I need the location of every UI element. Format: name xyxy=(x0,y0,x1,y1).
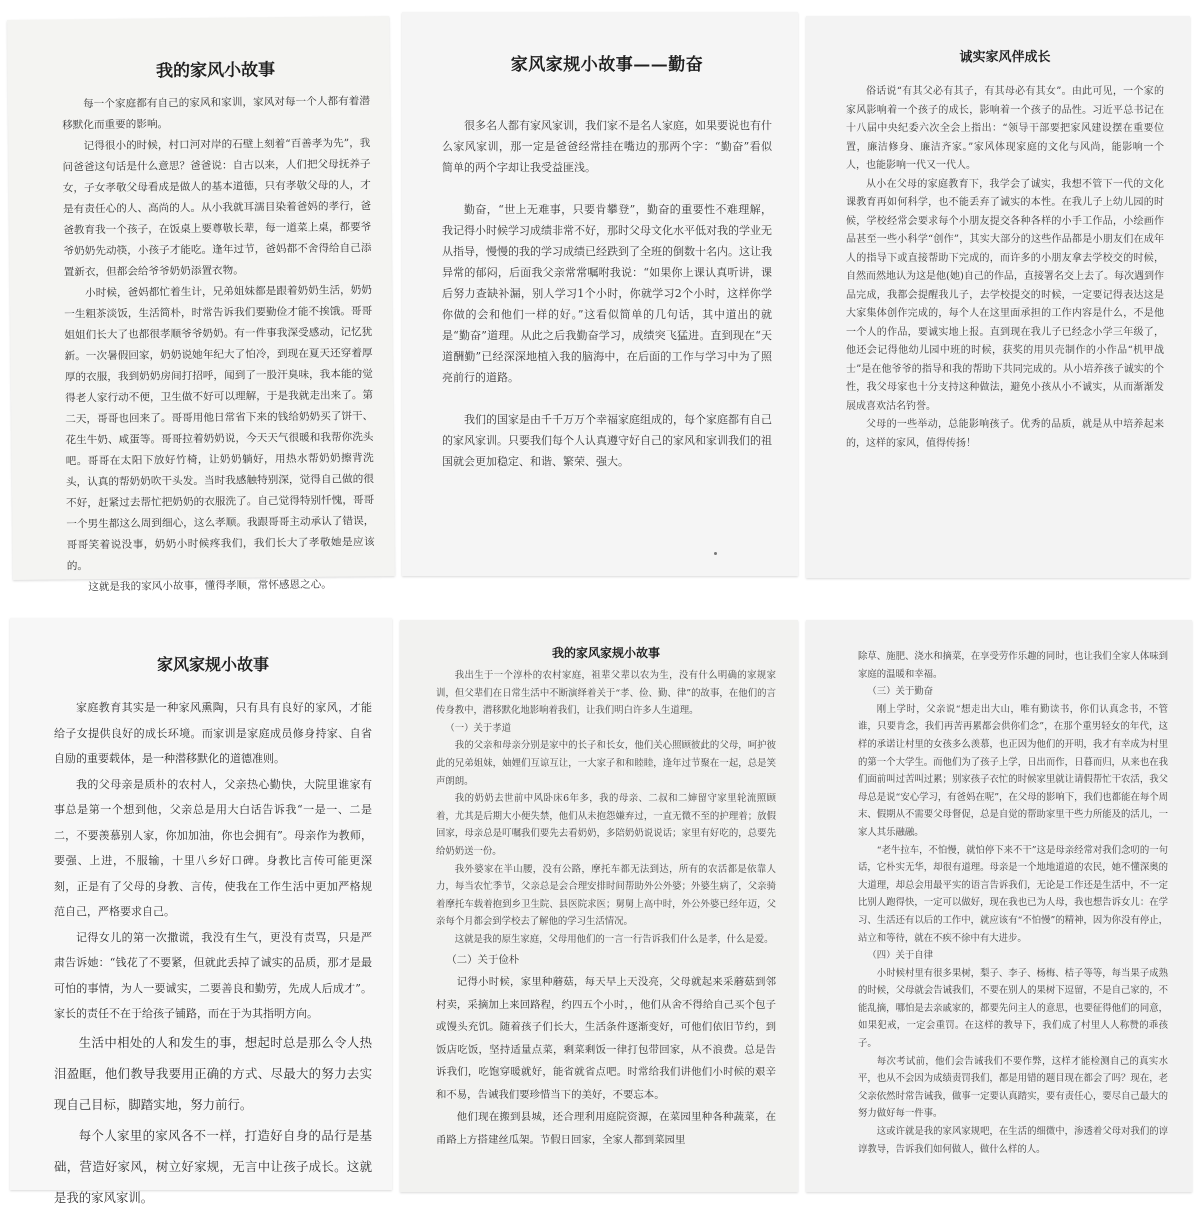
paragraph: 每一个家庭都有自己的家风和家训，家风对每一个人都有着潜移默化而重要的影响。 xyxy=(62,95,371,132)
page-body xyxy=(442,115,772,472)
page-body xyxy=(858,648,1168,1158)
page-body xyxy=(436,667,776,1151)
paragraph: 记得女儿的第一次撒谎，我没有生气，更没有责骂，只是严肃告诉她：“钱花了不要紧，但就此丢掉了诚实的品质，那才是最可怕的事情，为人一要诚实，二要善良和勤劳，先成人后成才”。家长的责任不在于给孩子铺路，而在于为其指明方向。 xyxy=(54,930,372,1020)
paragraph: 我外婆家在半山腰，没有公路，摩托车都无法到达，所有的农活都是依靠人力，每当农忙季节，父亲总是会合理安排时间帮助外公外婆；外婆生病了，父亲骑着摩托车载着抱到乡卫生院、县医院求医；舅舅上高中时，外公外婆已经年迈，父亲每个月都会到学校去了解他的学习生活情况。 xyxy=(436,863,776,928)
section-heading: （三）关于勤奋 xyxy=(867,686,934,698)
section-heading: （二）关于俭朴 xyxy=(446,953,520,966)
section-heading: （一）关于孝道 xyxy=(445,722,512,734)
paragraph: 记得小时候，家里种蘑菇，每天早上天没亮，父母就起来采蘑菇到邻村卖，采摘加上来回路程，约四五个小时，，他们从舍不得给自己买个包子或馒头充饥。随着孩子们长大，生活条件逐渐变好，可他们依旧节约，到饭店吃饭，坚持适量点菜，剩菜剩饭一律打包带回家，从不浪费。总是告诉我们，吃饱穿暖就好，能省就省点吧。时常给我们讲他们小时候的艰辛和不易，告诫我们要珍惜当下的美好，不要忘本。 xyxy=(436,976,776,1101)
paragraph: 这就是我的原生家庭，父母用他们的一言一行告诉我们什么是孝，什么是爱。 xyxy=(454,933,774,945)
paragraph: 生活中相处的人和发生的事，想起时总是那么令人热泪盈眶，他们教导我要用正确的方式、尽最大的努力去实现自己目标，脚踏实地，努力前行。 xyxy=(54,1034,372,1112)
document-page-1 xyxy=(7,16,395,594)
paragraph: 我的奶奶去世前中风卧床6年多，我的母亲、二叔和二婶留守家里轮流照顾着，尤其是后期大小便失禁，他们从未抱怨嫌弃过，一直无微不至的护理着；放假回家，母亲总是叮嘱我们要先去看奶奶，多陪奶奶说说话；家里有好吃的，总要先给奶奶送一份。 xyxy=(436,793,776,857)
paragraph: 我的父亲和母亲分别是家中的长子和长女，他们关心照顾彼此的父母，呵护彼此的兄弟姐妹，妯娌们互谅互让，一大家子和和睦睦，逢年过节聚在一起，总是笑声朗朗。 xyxy=(436,740,776,787)
page-title: 我的家风小故事 xyxy=(156,60,276,82)
paragraph: 从小在父母的家庭教育下，我学会了诚实，我想不管下一代的文化课教育再如何科学，也不能丢弃了诚实的本性。在我儿子上幼儿园的时候，学校经常会要求每个小朋友提交各种各样的小手工作品，小绘画作品甚至一些小科学“创作”，其实大部分的这些作品都是小朋友们在成年人的指导下或直接帮助下完成的，而许多的小朋友拿去学校交的时候，自然而然地认为这是他(她)自己的作品，直接署名交上去了。每次遇到作品完成，我都会提醒我儿子，去学校提交的时候，一定要记得表达这是大家集体创作完成的，每个人在这里面承担的工作内容是什么，不是他一个人的作品，要诚实地上报。直到现在我儿子已经念小学三年级了，他还会记得他幼儿园中班的时候，获奖的用贝壳制作的小作品“机甲战士”是在他爷爷的指导和我的帮助下共同完成的。从小培养孩子诚实的个性，我父母家也十分支持这种做法，避免小孩从小不诚实，从而渐渐发展成喜欢沽名钓誉。 xyxy=(846,178,1164,412)
paragraph: 我们的国家是由千千万万个幸福家庭组成的，每个家庭都有自己的家风家训。只要我们每个人认真遵守好自己的家风和家训我们的祖国就会更加稳定、和谐、繁荣、强大。 xyxy=(442,413,772,468)
paragraph: 家庭教育其实是一种家风熏陶，只有具有良好的家风，才能给子女提供良好的成长环境。而家训是家庭成员修身持家、自省自励的重要载体，是一种潜移默化的道德准则。 xyxy=(54,701,372,765)
page-title: 诚实家风伴成长 xyxy=(959,50,1051,65)
page-title: 我的家风家规小故事 xyxy=(551,646,660,660)
paragraph: 每次考试前，他们会告诫我们不要作弊，这样才能检测自己的真实水平，也从不会因为成绩责罚我们，都是用错的题目现在都会了吗？现在，老父亲依然时常告诫我，做事一定要认真踏实，要有责任心，要尽自己最大的努力做好每一件事。 xyxy=(858,1055,1168,1120)
document-page-4 xyxy=(10,618,392,1205)
document-page-2 xyxy=(402,12,798,576)
paragraph: 除草、施肥、浇水和摘菜，在享受劳作乐趣的同时，也让我们全家人体味到家庭的温暖和幸福。 xyxy=(858,651,1168,680)
page-mark xyxy=(714,552,717,555)
paragraph: 很多名人都有家风家训，我们家不是名人家庭，如果要说也有什么家风家训，那一定是爸爸经常挂在嘴边的那两个字：“勤奋”看似简单的两个字却让我受益匪浅。 xyxy=(442,119,772,174)
paragraph: 俗话说“有其父必有其子，有其母必有其女”。由此可见，一个家的家风影响着一个孩子的成长，影响着一个孩子的品性。习近平总书记在十八届中央纪委六次全会上指出：“领导干部要把家风建设摆在重要位置，廉洁修身、廉洁齐家。”家风体现家庭的文化与风尚，能影响一个人，也能影响一代又一代人。 xyxy=(846,86,1164,171)
section-heading: （四）关于自律 xyxy=(867,950,934,962)
page-body xyxy=(846,83,1164,453)
page-body xyxy=(62,91,375,598)
paragraph: 勤奋，“世上无难事，只要肯攀登”，勤奋的重要性不难理解，我记得小时候学习成绩非常不好，那时父母文化水平低对我的学业无从指导，慢慢的我的学习成绩已经跌到了全班的倒数十名内。这让我异常的郁闷，后面我父亲常常嘱咐我说：“如果你上课认真听讲，课后努力查缺补漏，别人学习1个小时，你就学习2个小时，这样你学你做的会和他们一样的好。”这看似简单的几句话，其中道出的就是“勤奋”道理。从此之后我勤奋学习，成绩突飞猛进。直到现在“天道酬勤”已经深深地植入我的脑海中，在后面的工作与学习中为了照亮前行的道路。 xyxy=(442,203,772,384)
document-page-3 xyxy=(806,16,1190,578)
paragraph: 记得很小的时候，村口河对岸的石壁上刻着“百善孝为先”，我问爸爸这句话是什么意思？爸爸说：自古以来，人们把父母抚养子女，子女孝敬父母看成是做人的基本道德，只有孝敬父母的人，才是有责任心的人、高尚的人。从小我就耳濡目染着爸妈的孝行，爸爸教育我一个孩子，在饭桌上要尊敬长辈，每一道菜上桌，都要爷爷奶奶先动筷，小孩子才能吃。逢年过节，爸妈都不舍得给自己添置新衣，但都会给爷爷奶奶添置衣物。 xyxy=(62,137,372,279)
page-title: 家风家规小故事 xyxy=(156,655,269,674)
paragraph: 我出生于一个淳朴的农村家庭，祖辈父辈以农为生，没有什么明确的家规家训，但父辈们在日常生活中不断演绎着关于“孝、俭、勤、律”的故事，在他们的言传身教中，潜移默化地影响着我们，让我们明白许多人生道理。 xyxy=(436,670,776,717)
paragraph: 这就是我的家风小故事，懂得孝顺，常怀感恩之心。 xyxy=(88,578,332,594)
page-body xyxy=(54,695,372,1213)
document-page-5 xyxy=(400,620,798,1192)
paragraph: 他们现在搬到县城，还合理利用庭院资源，在菜园里种各种蔬菜，在甬路上方搭建丝瓜架。节假日回家，全家人都到菜园里 xyxy=(436,1111,776,1146)
paragraph: 这或许就是我的家风家规吧，在生活的细微中，渗透着父母对我们的谆谆教导，告诉我们如何做人，做什么样的人。 xyxy=(858,1126,1168,1155)
paragraph: 每个人家里的家风各不一样，打造好自身的品行是基础，营造好家风，树立好家规，无言中让孩子成长。这就是我的家风家训。 xyxy=(54,1127,372,1205)
paragraph: 小时候村里有很多果树，梨子、李子、杨梅、桔子等等，每当果子成熟的时候，父母就会告诫我们，不要在别人的果树下逗留，不是自己家的，不能乱摘，哪怕是去亲戚家的，都要先问主人的意思，也要征得他们的同意，如果犯戒，一定会重罚。在这样的教导下，我们成了村里人人称赞的乖孩子。 xyxy=(858,967,1168,1050)
paragraph: 刚上学时，父亲说“想走出大山，唯有勤读书，你们认真念书，不管谁，只要肯念，我们再苦再累都会供你们念”，在那个重男轻女的年代，这样的承诺让村里的女孩多么羡慕，也正因为他们的开明，我才有幸成为村里的第一个大学生。而他们为了孩子上学，日出而作，日暮而归，从来也在我们面前叫过苦叫过累；别家孩子衣忙的时候家里就让请假帮忙干农活，我父母总是说“安心学习，有爸妈在呢”，在父母的影响下，我们也都能在每个周末、假期从不需要父母督促，总是自觉的帮助家里干些力所能及的活儿，一家人其乐融融。 xyxy=(858,703,1168,838)
paragraph: “老牛拉车，不怕慢，就怕停下来不干”这是母亲经常对我们念叨的一句话，它朴实无华，却很有道理。母亲是一个地地道道的农民，她不懂深奥的大道理，却总会用最平实的语言告诉我们，无论是工作还是生活中，不一定比别人跑得快，一定可以做好，现在我也已为人母，我也想告诉女儿：在学习、生活还有以后的工作中，就应该有“不怕慢”的精神，因为你没有停止，站立和等待，就在不疾不徐中有大进步。 xyxy=(858,844,1168,944)
page-title: 家风家规小故事——勤奋 xyxy=(510,55,704,75)
paragraph: 小时候，爸妈都忙着生计，兄弟姐妹都是跟着奶奶生活，奶奶一生粗茶淡饭，生活简朴，时常告诉我们要勤俭才能不挨饿。哥哥姐姐们长大了也都很孝顺爷爷奶奶。有一件事我深受感动，记忆犹新。一次暑假回家，奶奶说她年纪大了怕冷，到现在夏天还穿着厚厚的衣服，我到奶奶房间打招呼，闻到了一股汗臭味，我本能的觉得老人家行动不便，卫生做不好可以理解，于是我就走出来了。第二天，哥哥也回来了。哥哥用他日常省下来的钱给奶奶买了饼干、花生牛奶、咸蛋等。哥哥拉着奶奶说，今天天气很暖和我帮你洗头吧。哥哥在太阳下放好竹椅，让奶奶躺好，用热水帮奶奶擦背洗头，认真的帮奶奶吹干头发。当时我感触特别深，觉得自己做的很不好，赶紧过去帮忙把奶奶的衣服洗了。自己觉得特别忏愧，哥哥一个男生都这么周到细心，这么孝顺。我跟哥哥主动承认了错误，哥哥笑着说没事，奶奶小时候疼我们，我们长大了孝敬她是应该的。 xyxy=(64,284,375,573)
document-page-6 xyxy=(806,620,1192,1192)
paragraph: 父母的一些举动，总能影响孩子。优秀的品质，就是从中培养起来的，这样的家风，值得传扬！ xyxy=(846,419,1164,449)
paragraph: 我的父母亲是质朴的农村人，父亲热心勤快，大院里谁家有事总是第一个想到他，父亲总是用大白话告诉我“一是一、二是二，不要羡慕别人家，你加加油，你也会拥有”。母亲作为教师，要强、上进，不服输，十里八乡好口碑。身教比言传可能更深刻，正是有了父母的身教、言传，使我在工作生活中更加严格规范自己，严格要求自己。 xyxy=(54,777,372,918)
